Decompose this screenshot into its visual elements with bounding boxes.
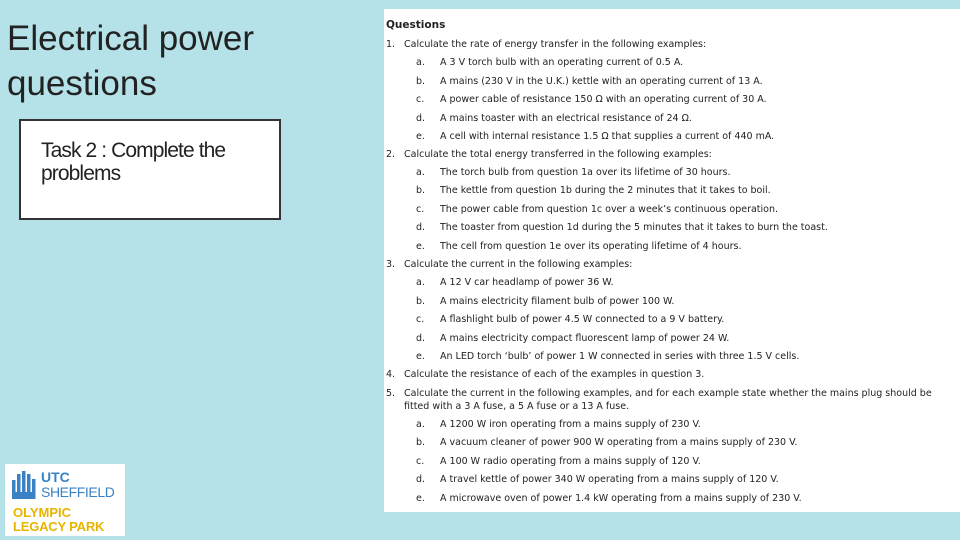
sub-letter: d. <box>416 474 426 485</box>
questions-heading: Questions <box>386 19 446 31</box>
logo-olympic-text: OLYMPIC <box>13 505 72 520</box>
sub-text: A flashlight bulb of power 4.5 W connected to a 9 V battery. <box>440 314 725 325</box>
sub-letter: e. <box>416 493 425 504</box>
logo-utc-text: UTC <box>41 469 70 485</box>
question-number: 2. <box>386 149 396 160</box>
question-5a <box>416 419 701 430</box>
task-text <box>41 139 277 185</box>
sub-text: The torch bulb from question 1a over its lifetime of 30 hours. <box>440 167 731 178</box>
question-1c <box>416 94 767 105</box>
question-number: 1. <box>386 39 396 50</box>
question-3 <box>386 259 632 270</box>
utc-sheffield-logo <box>5 464 125 536</box>
slide-title-line-1: Electrical power <box>7 19 255 58</box>
question-5d <box>416 474 779 485</box>
question-2d <box>416 222 828 233</box>
sub-letter: b. <box>416 185 426 196</box>
sub-text: The toaster from question 1d during the 5 minutes that it takes to burn the toast. <box>440 222 828 233</box>
sub-letter: c. <box>416 94 425 105</box>
questions-document <box>384 9 960 512</box>
question-1d <box>416 113 692 124</box>
question-5e <box>416 493 802 504</box>
task-line-1: Task 2 : Complete the <box>41 139 226 162</box>
sub-text: The kettle from question 1b during the 2 minutes that it takes to boil. <box>440 185 771 196</box>
logo-sheffield-text: SHEFFIELD <box>41 484 115 500</box>
sub-letter: b. <box>416 76 426 87</box>
question-2a <box>416 167 731 178</box>
sub-text: The power cable from question 1c over a week’s continuous operation. <box>440 204 779 215</box>
sub-letter: b. <box>416 437 426 448</box>
sub-text: A mains electricity compact fluorescent lamp of power 24 W. <box>440 333 730 344</box>
sub-letter: d. <box>416 113 426 124</box>
sub-text: A mains (230 V in the U.K.) kettle with an operating current of 13 A. <box>440 76 763 87</box>
sub-letter: a. <box>416 419 425 430</box>
sub-letter: c. <box>416 314 425 325</box>
question-number: 3. <box>386 259 396 270</box>
slide-title <box>7 16 307 106</box>
sub-text: An LED torch ‘bulb’ of power 1 W connected in series with three 1.5 V cells. <box>440 351 800 362</box>
question-2 <box>386 149 712 160</box>
sub-text: A 100 W radio operating from a mains supply of 120 V. <box>440 456 701 467</box>
question-text: Calculate the rate of energy transfer in the following examples: <box>404 39 707 50</box>
question-3c <box>416 314 724 325</box>
task-line-2: problems <box>41 162 121 185</box>
sub-letter: b. <box>416 296 426 307</box>
sub-text: A cell with internal resistance 1.5 Ω that supplies a current of 440 mA. <box>440 131 775 142</box>
sub-letter: e. <box>416 351 425 362</box>
sub-text: The cell from question 1e over its operating lifetime of 4 hours. <box>440 241 742 252</box>
question-4 <box>386 369 704 380</box>
sub-text: A mains toaster with an electrical resistance of 24 Ω. <box>440 113 692 124</box>
question-number: 5. <box>386 388 396 399</box>
sub-letter: a. <box>416 277 425 288</box>
question-2b <box>416 185 771 196</box>
sub-text: A 12 V car headlamp of power 36 W. <box>440 277 614 288</box>
question-2e <box>416 241 741 252</box>
question-5-continuation: fitted with a 3 A fuse, a 5 A fuse or a 13 A fuse. <box>404 401 630 412</box>
sub-letter: a. <box>416 167 425 178</box>
question-5b <box>416 437 797 448</box>
sub-text: A 1200 W iron operating from a mains supply of 230 V. <box>440 419 701 430</box>
sub-letter: a. <box>416 57 425 68</box>
question-2c <box>416 204 778 215</box>
sub-text: A travel kettle of power 340 W operating from a mains supply of 120 V. <box>440 474 779 485</box>
question-1 <box>386 39 706 50</box>
sub-letter: c. <box>416 456 425 467</box>
sub-letter: d. <box>416 333 426 344</box>
question-text: Calculate the resistance of each of the examples in question 3. <box>404 369 705 380</box>
logo-legacy-text: LEGACY PARK <box>13 519 105 534</box>
question-1b <box>416 76 763 87</box>
sub-text: A vacuum cleaner of power 900 W operating from a mains supply of 230 V. <box>440 437 798 448</box>
question-5 <box>386 388 932 399</box>
question-text: Calculate the total energy transferred in the following examples: <box>404 149 712 160</box>
sub-text: A microwave oven of power 1.4 kW operating from a mains supply of 230 V. <box>440 493 802 504</box>
task-box <box>19 119 281 220</box>
slide-title-line-2: questions <box>7 64 157 103</box>
sub-letter: e. <box>416 131 425 142</box>
sub-letter: e. <box>416 241 425 252</box>
question-1e <box>416 131 774 142</box>
question-3e <box>416 351 799 362</box>
sub-text: A mains electricity filament bulb of power 100 W. <box>440 296 675 307</box>
sub-text: A 3 V torch bulb with an operating current of 0.5 A. <box>440 57 684 68</box>
sub-letter: d. <box>416 222 426 233</box>
sub-text: A power cable of resistance 150 Ω with an operating current of 30 A. <box>440 94 767 105</box>
question-number: 4. <box>386 369 396 380</box>
question-3a <box>416 277 614 288</box>
question-3d <box>416 333 729 344</box>
question-text: Calculate the current in the following examples: <box>404 259 633 270</box>
question-text: Calculate the current in the following examples, and for each example state whether the mains plug should be <box>404 388 932 399</box>
question-3b <box>416 296 674 307</box>
sub-letter: c. <box>416 204 425 215</box>
hand-icon <box>11 470 37 500</box>
question-1a <box>416 57 683 68</box>
question-5c <box>416 456 701 467</box>
